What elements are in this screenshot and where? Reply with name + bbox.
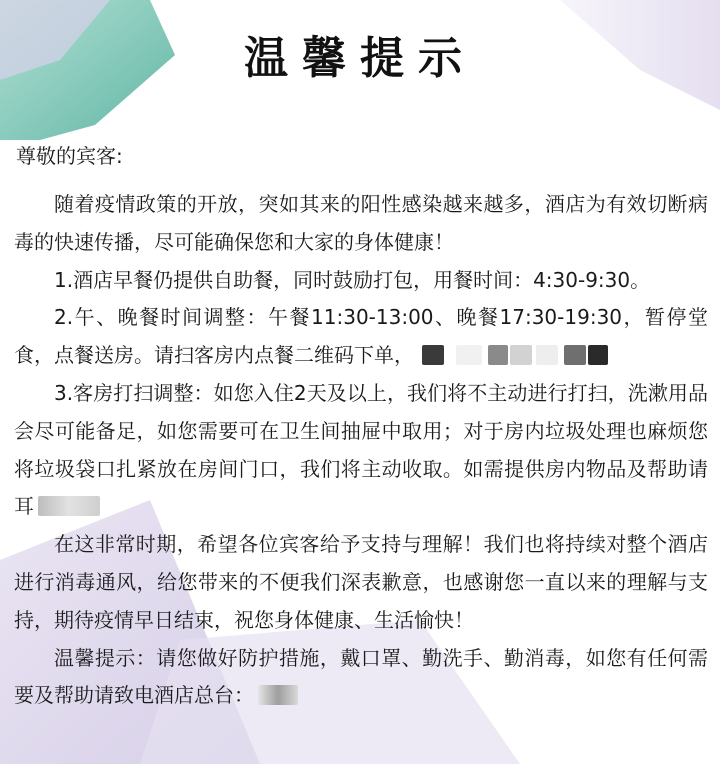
- redacted-block: [38, 496, 100, 516]
- paragraph-reminder: [14, 640, 708, 716]
- redacted-block: [488, 345, 508, 365]
- redacted-block: [588, 345, 608, 365]
- redacted-block: [510, 345, 532, 365]
- paragraph-thanks-text: 在这非常时期，希望各位宾客给予支持与理解！我们也将持续对整个酒店进行消毒通风，给您带来的不便我们深表歉意，也感谢您一直以来的理解与支持，期待疫情早日结束，祝您身体健康、生活愉快！: [14, 532, 708, 632]
- paragraph-thanks: [14, 526, 708, 639]
- paragraph-breakfast: [14, 262, 708, 300]
- redacted-block: [422, 345, 444, 365]
- paragraph-reminder-text: 温馨提示：请您做好防护措施，戴口罩、勤洗手、勤消毒，如您有任何需要及帮助请致电酒店总台：: [14, 645, 708, 708]
- redacted-block: [564, 345, 586, 365]
- redacted-block: [456, 345, 482, 365]
- paragraph-meals-text: 2.午、晚餐时间调整：午餐11:30-13:00、晚餐17:30-19:30，暂停堂食，点餐送房。请扫客房内点餐二维码下单，: [14, 305, 708, 368]
- paragraph-housekeeping: [14, 375, 708, 526]
- notice-body: [14, 186, 708, 715]
- greeting: 尊敬的宾客:: [16, 144, 123, 168]
- redacted-block: [536, 345, 558, 365]
- paragraph-breakfast-text: 1.酒店早餐仍提供自助餐，同时鼓励打包，用餐时间：4:30-9:30。: [54, 267, 651, 292]
- redacted-phone: [258, 685, 298, 705]
- paragraph-meals: [14, 299, 708, 375]
- paragraph-intro: [14, 186, 708, 262]
- notice-title: 温馨提示: [244, 33, 476, 84]
- paragraph-intro-text: 随着疫情政策的开放，突如其来的阳性感染越来越多，酒店为有效切断病毒的快速传播，尽可能确保您和大家的身体健康！: [14, 192, 708, 254]
- paragraph-housekeeping-text: 3.客房打扫调整：如您入住2天及以上，我们将不主动进行打扫，洗漱用品会尽可能备足，如您需要可在卫生间抽屉中取用；对于房内垃圾处理也麻烦您将垃圾袋口扎紧放在房间门口，我们将主动收取。如需提供房内物品及帮助请耳: [14, 380, 708, 519]
